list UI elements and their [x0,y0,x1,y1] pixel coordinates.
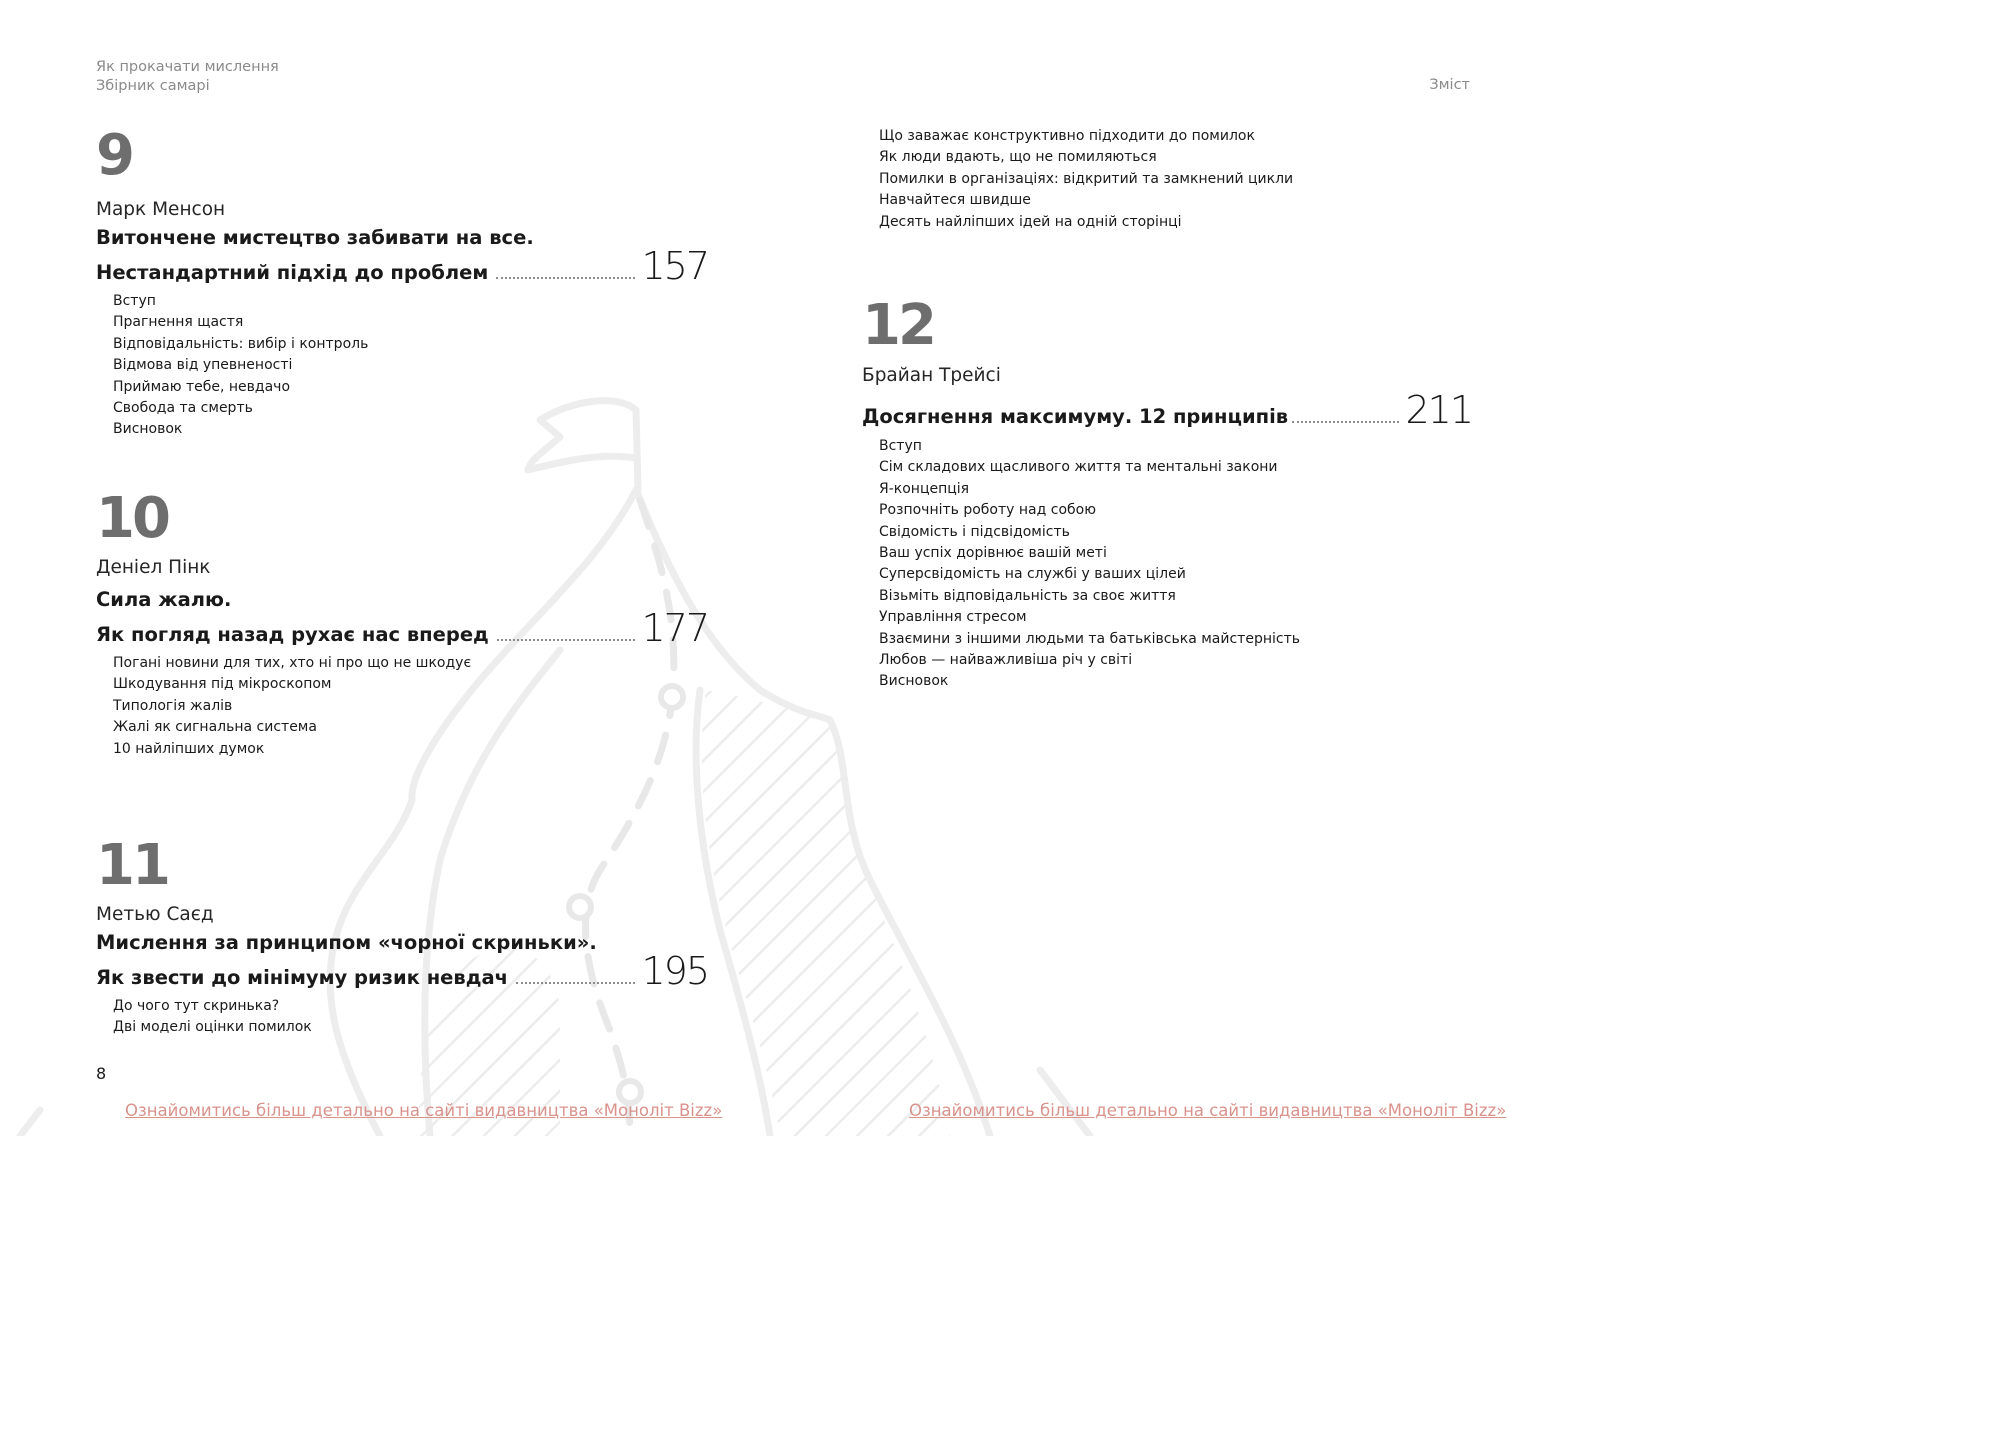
chapter-number: 11 [96,833,168,898]
publisher-link-left[interactable]: Ознайомитись більш детально на сайті видавництва «Моноліт Bizz» [125,1101,723,1120]
chapter-author: Марк Менсон [96,199,226,220]
page-number-footer: 8 [96,1064,107,1083]
section-item: Взаємини з іншими людьми та батьківська майстерність [879,630,1300,647]
section-item: Шкодування під мікроскопом [113,676,332,693]
section-item: Свідомість і підсвідомість [879,523,1070,540]
section-item: Десять найліпших ідей на одній сторінці [879,213,1182,230]
section-item: Вступ [113,293,156,309]
chapter-title-line1: Мислення за принципом «чорної скриньки». [96,931,597,954]
chapter-author: Брайан Трейсі [862,365,1001,386]
section-item: Навчайтеся швидше [879,192,1031,209]
section-item: Відмова від упевненості [113,357,293,374]
section-list [879,436,1472,693]
chapter-title-row[interactable] [96,606,708,650]
section-item: 10 найліпших думок [113,740,265,757]
book-subtitle: Збірник самарі [96,78,210,94]
section-item: Висновок [879,673,949,690]
section-item: Вступ [879,438,922,454]
dot-leader [516,982,635,984]
dot-leader [1292,421,1399,423]
chapter-number: 10 [96,486,168,551]
section-item: До чого тут скринька? [113,998,280,1014]
section-item: Як люди вдають, що не помиляються [879,149,1157,166]
section-item: Типологія жалів [113,697,233,714]
chapter-title-line1: Досягнення максимуму. 12 принципів [862,405,1289,428]
chapter-number: 12 [862,293,934,358]
section-item: Я-концепція [879,480,970,497]
section-item: Прагнення щастя [113,314,244,331]
chapter-author: Деніел Пінк [96,557,211,578]
section-list [113,653,708,760]
chapter-title-row[interactable] [96,949,708,993]
section-item: Що заважає конструктивно підходити до помилок [879,128,1255,144]
chapter-title-line2: Нестандартний підхід до проблем [96,261,489,284]
chapter-11 [96,833,708,1039]
page-number: 157 [641,244,708,288]
dot-leader [496,277,635,279]
page-number: 177 [641,606,708,650]
section-list [113,996,708,1039]
section-list-continued [879,126,1293,233]
chapter-10 [96,486,708,760]
chapter-title-row[interactable] [862,388,1472,432]
book-title: Як прокачати мислення [96,59,279,75]
page-number: 211 [1405,388,1472,432]
section-item: Приймаю тебе, невдачо [113,378,291,395]
dot-leader [497,639,636,641]
page-number: 195 [641,949,708,993]
chapter-title-line2: Як звести до мінімуму ризик невдач [96,966,509,989]
section-title: Зміст [1429,77,1470,93]
section-item: Суперсвідомість на службі у ваших цілей [879,566,1186,583]
chapter-title-line1: Витончене мистецтво забивати на все. [96,226,534,249]
section-item: Розпочніть роботу над собою [879,502,1096,519]
section-item: Погані новини для тих, хто ні про що не шкодує [113,655,472,671]
chapter-author: Метью Саєд [96,904,214,925]
section-item: Дві моделі оцінки помилок [113,1019,312,1036]
chapter-9 [96,123,708,441]
section-item: Ваш успіх дорівнює вашій меті [879,545,1107,562]
chapter-title-row[interactable] [96,244,708,288]
section-list [113,291,708,441]
running-header [96,58,279,96]
section-item: Візьміть відповідальність за своє життя [879,587,1176,604]
section-item: Помилки в організаціях: відкритий та замкнений цикли [879,170,1294,187]
publisher-link-right[interactable]: Ознайомитись більш детально на сайті видавництва «Моноліт Bizz» [909,1101,1507,1120]
section-item: Відповідальність: вибір і контроль [113,335,369,352]
section-item: Любов — найважливіша річ у світі [879,652,1133,669]
section-item: Висновок [113,421,183,438]
section-item: Жалі як сигнальна система [113,719,317,736]
chapter-title-line2: Як погляд назад рухає нас вперед [96,623,489,646]
chapter-number: 9 [96,123,132,188]
chapter-title-line1: Сила жалю. [96,588,232,611]
section-item: Сім складових щасливого життя та ментальні закони [879,459,1278,476]
chapter-12 [862,293,1472,693]
section-item: Свобода та смерть [113,400,253,417]
section-item: Управління стресом [879,609,1027,626]
